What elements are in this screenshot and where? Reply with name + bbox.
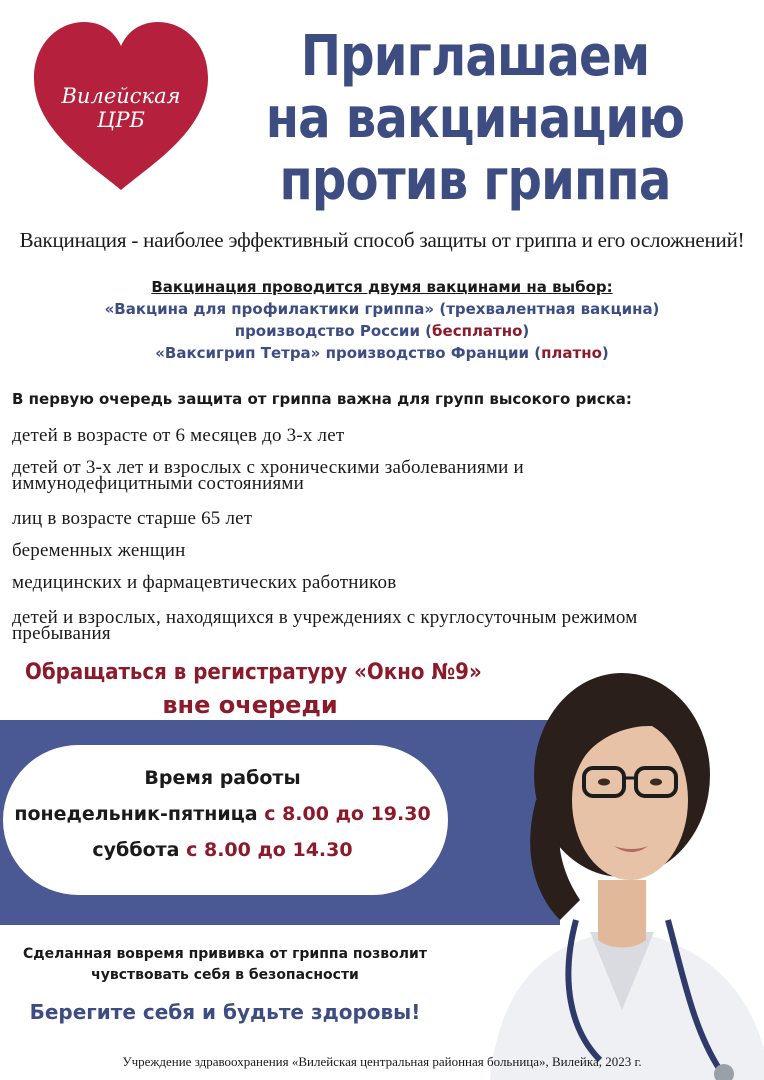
vaccine-line-3 xyxy=(40,342,724,364)
risk-group-item: беременных женщин xyxy=(12,540,186,561)
vaccines-section xyxy=(40,276,724,364)
registration-info xyxy=(0,658,500,722)
title-line-1: Приглашаем xyxy=(300,24,650,89)
risk-groups-heading: В первую очередь защита от гриппа важна для групп высокого риска: xyxy=(12,390,632,408)
vaccine-line-2 xyxy=(40,320,724,342)
paren-close: ) xyxy=(522,322,530,340)
registration-window: Обращаться в регистратуру «Окно №9» xyxy=(25,660,482,685)
logo-line-2: ЦРБ xyxy=(97,108,145,132)
risk-group-item: детей в возрасте от 6 месяцев до 3-х лет xyxy=(12,425,345,446)
saturday-hours xyxy=(0,832,445,868)
weekday-label: понедельник-пятница xyxy=(14,803,265,825)
paren-close: ) xyxy=(601,344,609,362)
title-line-3: против гриппа xyxy=(279,148,671,213)
stay-healthy-slogan: Берегите себя и будьте здоровы! xyxy=(29,1000,421,1024)
free-label: бесплатно xyxy=(432,322,523,340)
saturday-time: с 8.00 до 14.30 xyxy=(186,839,353,861)
title-line-2: на вакцинацию xyxy=(265,86,685,151)
weekday-time: с 8.00 до 19.30 xyxy=(264,803,431,825)
subtitle: Вакцинация - наиболее эффективный способ защиты от гриппа и его осложнений! xyxy=(19,228,745,252)
vaccine-line-1: «Вакцина для профилактики гриппа» (трехвалентная вакцина) xyxy=(104,300,660,318)
vaccine-origin-russia: производство России ( xyxy=(234,322,433,340)
logo-line-1: Вилейская xyxy=(61,84,181,108)
doctor-photo xyxy=(480,650,764,1080)
notice-line-2: чувствовать себя в безопасности xyxy=(91,967,359,983)
vaccines-heading: Вакцинация проводится двумя вакцинами на выбор: xyxy=(151,278,613,296)
no-queue-label: вне очереди xyxy=(162,691,338,719)
risk-group-item: детей от 3-х лет и взрослых с хроническими заболеваниями и иммунодефицитными состояниями xyxy=(12,457,524,494)
weekday-hours xyxy=(0,796,445,832)
risk-group-item: детей и взрослых, находящихся в учреждениях с круглосуточным режимом пребывания xyxy=(12,607,638,644)
notice-line-1: Сделанная вовремя прививка от гриппа позволит xyxy=(23,946,427,962)
working-hours xyxy=(0,760,445,868)
footer-institution: Учреждение здравоохранения «Вилейская центральная районная больница», Вилейка, 2023 г. xyxy=(122,1054,642,1069)
saturday-label: суббота xyxy=(92,839,187,861)
logo-text xyxy=(28,84,214,132)
vaxigrip-origin-france: «Ваксигрип Тетра» производство Франции ( xyxy=(155,344,542,362)
vaccination-notice xyxy=(0,944,450,986)
poster-title xyxy=(251,26,698,212)
risk-group-item: лиц в возрасте старше 65 лет xyxy=(12,508,253,529)
hours-heading: Время работы xyxy=(144,767,301,789)
risk-group-item: медицинских и фармацевтических работников xyxy=(12,572,397,593)
hospital-logo xyxy=(28,18,214,198)
paid-label: платно xyxy=(541,344,602,362)
